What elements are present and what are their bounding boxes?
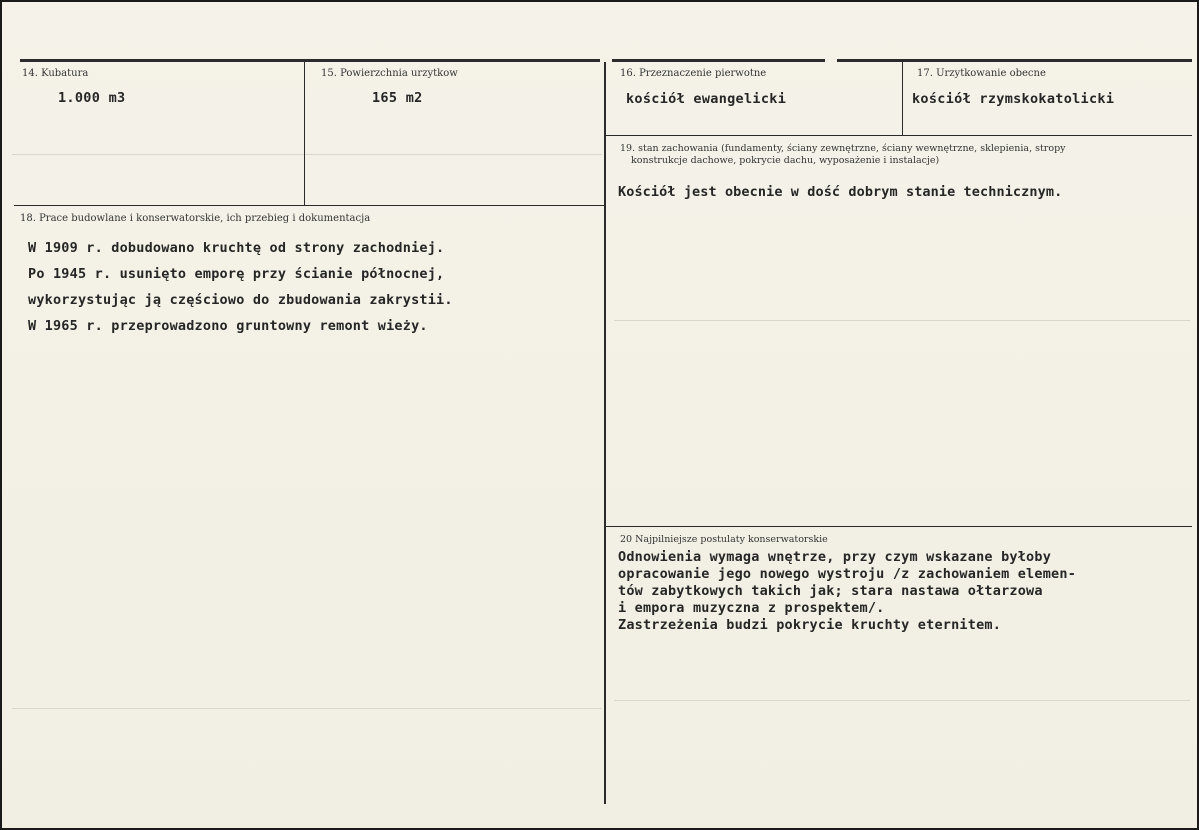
field-20-line: Odnowienia wymaga wnętrze, przy czym wskazane byłoby bbox=[618, 549, 1052, 565]
field-20-line: i empora muzyczna z prospektem/. bbox=[618, 600, 885, 616]
field-20-line: tów zabytkowych takich jak; stara nastawa ołtarzowa bbox=[618, 583, 1043, 599]
field-19-label-line2: konstrukcje dachowe, pokrycie dachu, wyposażenie i instalacje) bbox=[631, 155, 940, 166]
field-18-line: wykorzystując ją częściowo do zbudowania zakrystii. bbox=[28, 292, 453, 308]
field-20-label: 20 Najpilniejsze postulaty konserwatorskie bbox=[620, 534, 828, 545]
field-16-value: kościół ewangelicki bbox=[626, 91, 787, 107]
field-20-line: opracowanie jego nowego wystroju /z zachowaniem elemen- bbox=[618, 566, 1077, 582]
field-18-line: W 1909 r. dobudowano kruchtę od strony zachodniej. bbox=[28, 240, 445, 256]
field-16-label: 16. Przeznaczenie pierwotne bbox=[620, 68, 767, 79]
field-17-value: kościół rzymskokatolicki bbox=[912, 91, 1115, 107]
field-17-label: 17. Urzytkowanie obecne bbox=[917, 68, 1046, 79]
field-15-value: 165 m2 bbox=[372, 90, 423, 106]
field-19-label-line1: 19. stan zachowania (fundamenty, ściany zewnętrzne, ściany wewnętrzne, sklepienia, stropy bbox=[620, 143, 1066, 154]
field-14-value: 1.000 m3 bbox=[58, 90, 126, 106]
field-15-label: 15. Powierzchnia urzytkow bbox=[321, 68, 458, 79]
field-18-label: 18. Prace budowlane i konserwatorskie, ich przebieg i dokumentacja bbox=[20, 213, 371, 224]
field-20-line: Zastrzeżenia budzi pokrycie kruchty eternitem. bbox=[618, 617, 1002, 633]
field-18-line: Po 1945 r. usunięto emporę przy ścianie północnej, bbox=[28, 266, 445, 282]
field-19-value: Kościół jest obecnie w dość dobrym stanie technicznym. bbox=[618, 184, 1063, 200]
field-14-label: 14. Kubatura bbox=[22, 68, 89, 79]
field-18-line: W 1965 r. przeprowadzono gruntowny remont wieży. bbox=[28, 318, 428, 334]
